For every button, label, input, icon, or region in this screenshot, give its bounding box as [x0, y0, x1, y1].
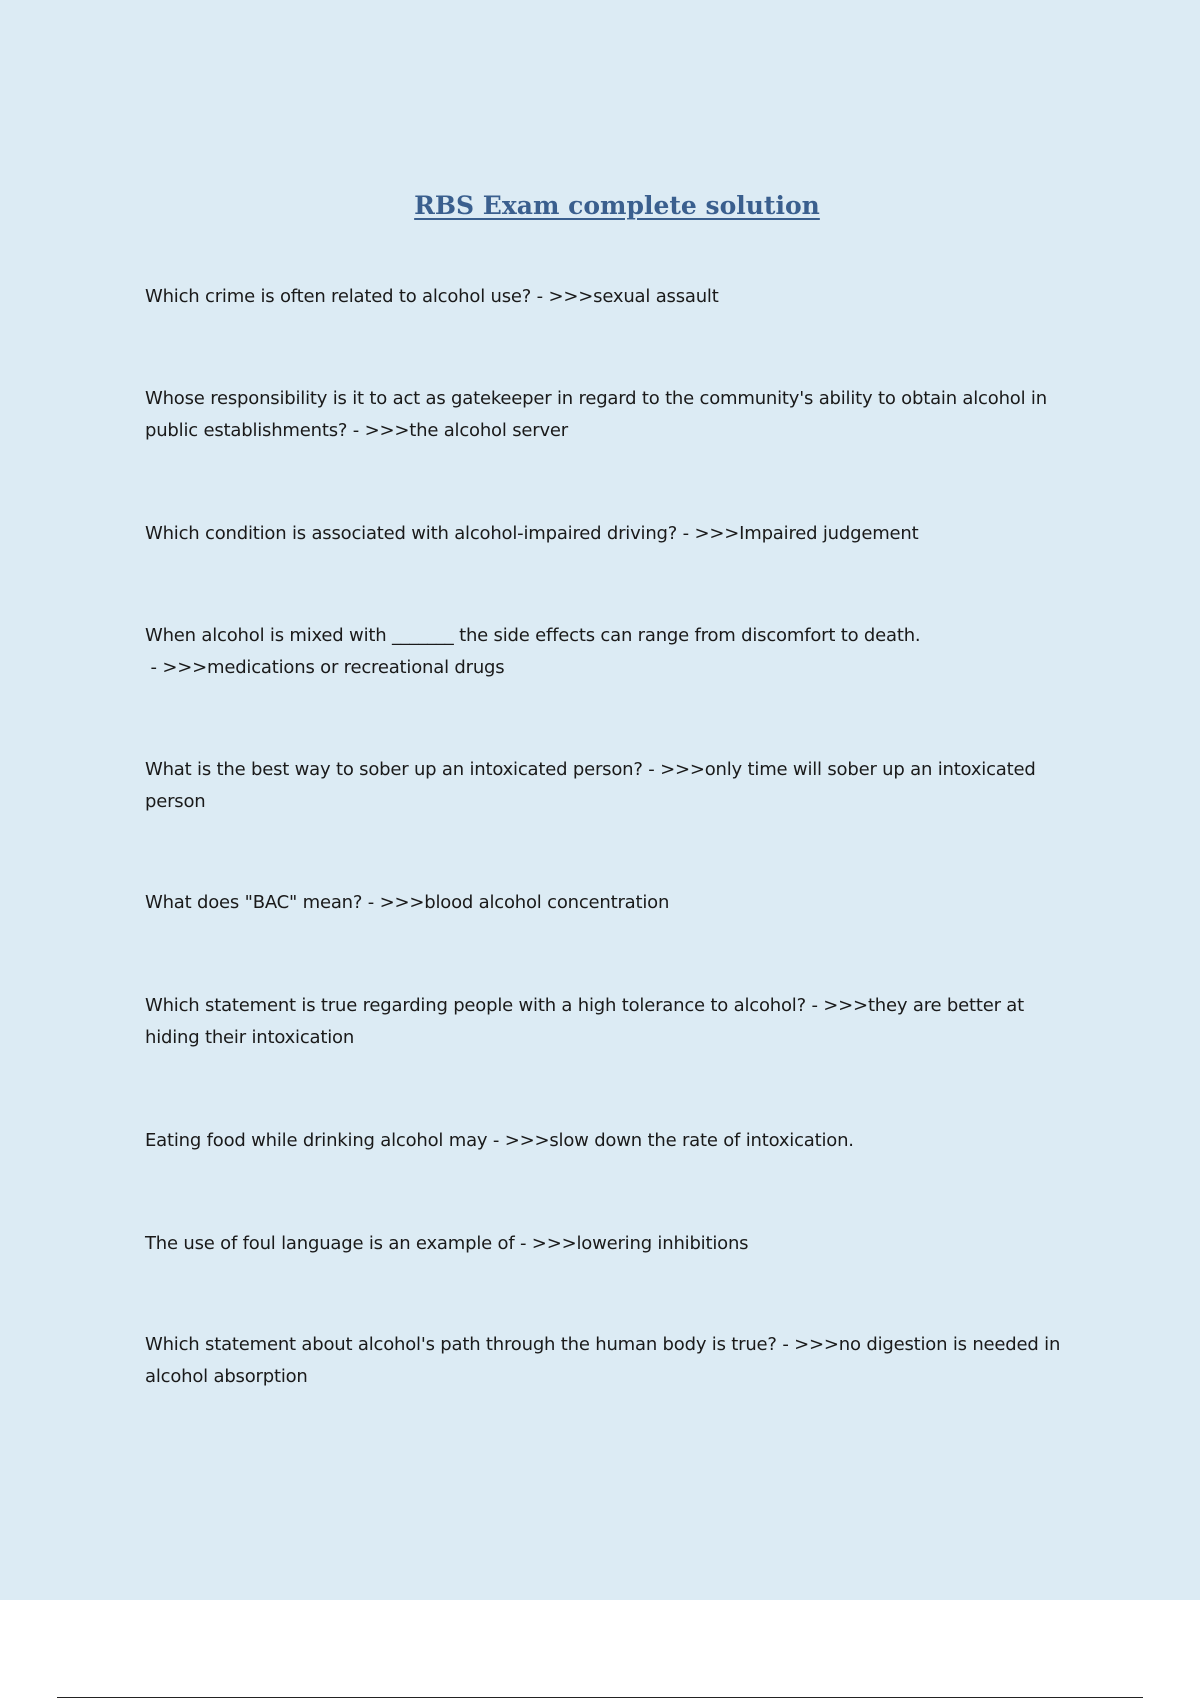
qa-item — [145, 887, 1075, 919]
answer-separator: - >>> — [531, 286, 594, 307]
answer-text: slow down the rate of intoxication. — [549, 1130, 854, 1151]
qa-item — [145, 1228, 1075, 1260]
answer-separator: - >>> — [145, 657, 207, 678]
answer-separator: - >>> — [362, 892, 425, 913]
footer-divider — [57, 1697, 1143, 1698]
answer-separator: - >>> — [642, 759, 705, 780]
question-text: Which statement about alcohol's path through the human body is true? — [145, 1334, 777, 1355]
answer-separator: - >>> — [514, 1233, 577, 1254]
qa-item — [145, 754, 1075, 818]
answer-text: only time will sober up an intoxicated person — [145, 759, 1036, 812]
question-text: What does "BAC" mean? — [145, 892, 363, 913]
answer-text: Impaired judgement — [739, 523, 919, 544]
question-text: Eating food while drinking alcohol may — [145, 1130, 488, 1151]
answer-text: no digestion is needed in alcohol absorption — [145, 1334, 1061, 1387]
answer-separator: - >>> — [487, 1130, 550, 1151]
question-text: What is the best way to sober up an intoxicated person? — [145, 759, 643, 780]
qa-item — [145, 1329, 1075, 1393]
question-text: When alcohol is mixed with _______ the side effects can range from discomfort to death. — [145, 625, 921, 646]
qa-item — [145, 518, 1075, 550]
question-text: The use of foul language is an example of — [145, 1233, 515, 1254]
answer-text: they are better at hiding their intoxication — [145, 995, 1024, 1048]
answer-text: blood alcohol concentration — [424, 892, 670, 913]
answer-text: lowering inhibitions — [576, 1233, 749, 1254]
question-text: Which statement is true regarding people with a high tolerance to alcohol? — [145, 995, 806, 1016]
qa-item — [145, 620, 1075, 684]
answer-text: sexual assault — [593, 286, 719, 307]
answer-separator: - >>> — [776, 1334, 839, 1355]
qa-item — [145, 281, 1075, 313]
qa-item — [145, 1125, 1075, 1157]
qa-item — [145, 990, 1075, 1054]
answer-text: the alcohol server — [409, 420, 568, 441]
answer-separator: - >>> — [805, 995, 868, 1016]
question-text: Which condition is associated with alcohol-impaired driving? — [145, 523, 678, 544]
qa-item — [145, 383, 1075, 447]
answer-text: medications or recreational drugs — [207, 657, 505, 678]
answer-separator: - >>> — [347, 420, 410, 441]
answer-separator: - >>> — [677, 523, 740, 544]
question-text: Whose responsibility is it to act as gatekeeper in regard to the community's ability to obtain alcohol in public establishments? — [145, 388, 1047, 441]
document-title: RBS Exam complete solution — [414, 191, 820, 220]
question-text: Which crime is often related to alcohol use? — [145, 286, 532, 307]
